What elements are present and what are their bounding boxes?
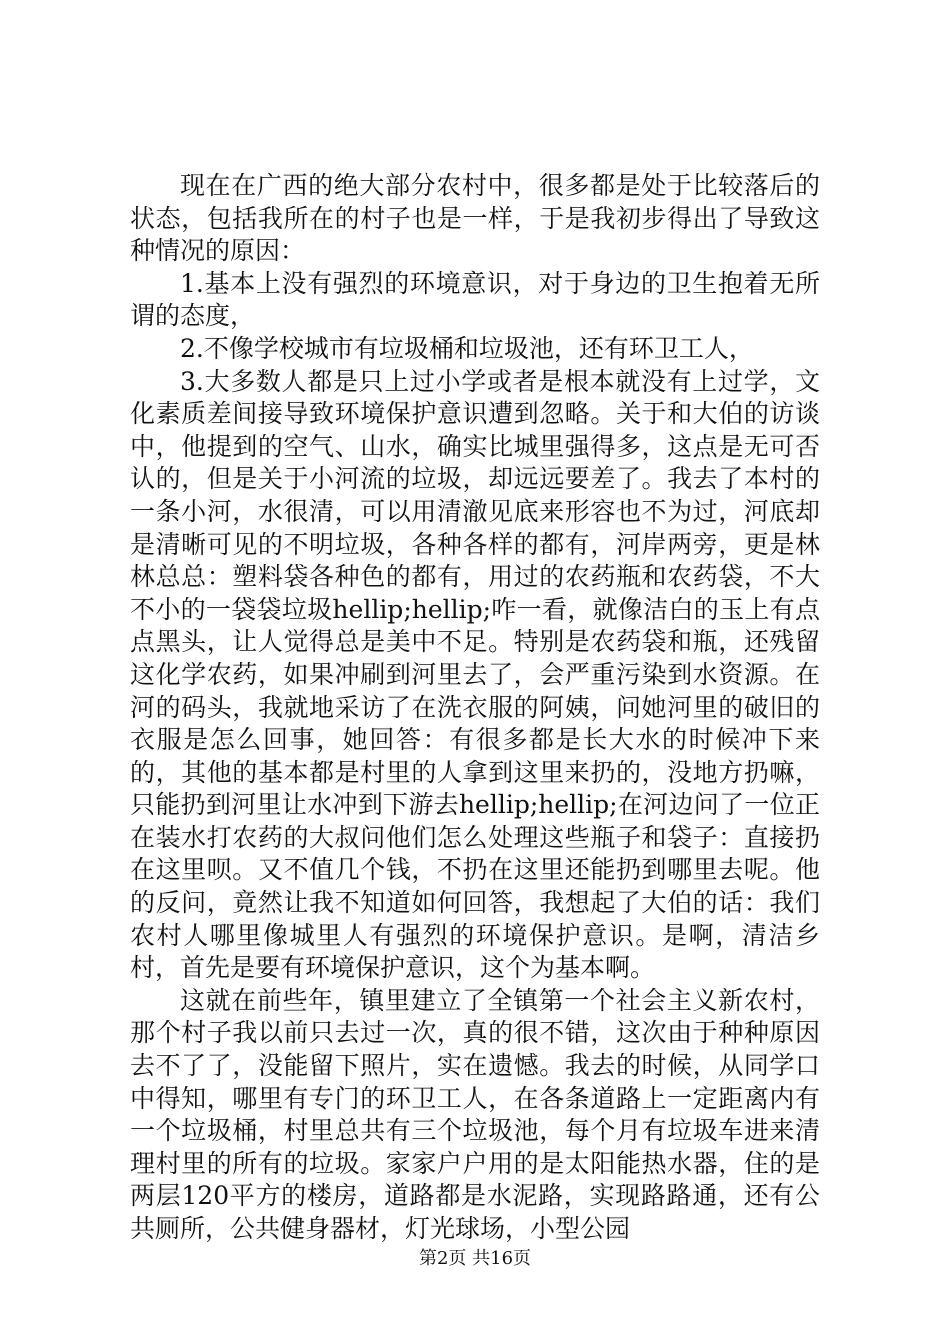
paragraph-new-village: 这就在前些年，镇里建立了全镇第一个社会主义新农村，那个村子我以前只去过一次，真的很不错，这次由于种种原因去不了了，没能留下照片，实在遗憾。我去的时候，从同学口中得知，哪里有专门的环卫工人，在各条道路上一定距离内有一个垃圾桶，村里总共有三个垃圾池，每个月有垃圾车进来清理村里的所有的垃圾。家家户户用的是太阳能热水器，住的是两层120平方的楼房，道路都是水泥路，实现路路通，还有公共厕所，公共健身器材，灯光球场，小型公园 [130,985,820,1243]
paragraph-item-2: 2.不像学校城市有垃圾桶和垃圾池，还有环卫工人， [180,333,754,363]
page-number-footer: 第2页 共16页 [418,1248,532,1269]
document-body [130,170,820,1246]
paragraph-intro: 现在在广西的绝大部分农村中，很多都是处于比较落后的状态，包括我所在的村子也是一样，于是我初步得出了导致这种情况的原因： [130,171,820,266]
paragraph-item-1: 1.基本上没有强烈的环境意识，对于身边的卫生抱着无所谓的态度， [130,268,820,331]
paragraph-item-3: 3.大多数人都是只上过小学或者是根本就没有上过学，文化素质差间接导致环境保护意识遭到忽略。关于和大伯的访谈中，他提到的空气、山水，确实比城里强得多，这点是无可否认的，但是关于小河流的垃圾，却远远要差了。我去了本村的一条小河，水很清，可以用清澈见底来形容也不为过，河底却是清晰可见的不明垃圾，各种各样的都有，河岸两旁，更是林林总总：塑料袋各种色的都有，用过的农药瓶和农药袋，不大不小的一袋袋垃圾hellip;hellip;咋一看，就像洁白的玉上有点点黑头，让人觉得总是美中不足。特别是农药袋和瓶，还残留这化学农药，如果冲刷到河里去了，会严重污染到水资源。在河的码头，我就地采访了在洗衣服的阿姨，问她河里的破旧的衣服是怎么回事，她回答：有很多都是长大水的时候冲下来的，其他的基本都是村里的人拿到这里来扔的，没地方扔嘛，只能扔到河里让水冲到下游去hellip;hellip;在河边问了一位正在装水打农药的大叔问他们怎么处理这些瓶子和袋子：直接扔在这里呗。又不值几个钱，不扔在这里还能扔到哪里去呢。他的反问，竟然让我不知道如何回答，我想起了大伯的话：我们农村人哪里像城里人有强烈的环境保护意识。是啊，清洁乡村，首先是要有环境保护意识，这个为基本啊。 [130,366,820,983]
